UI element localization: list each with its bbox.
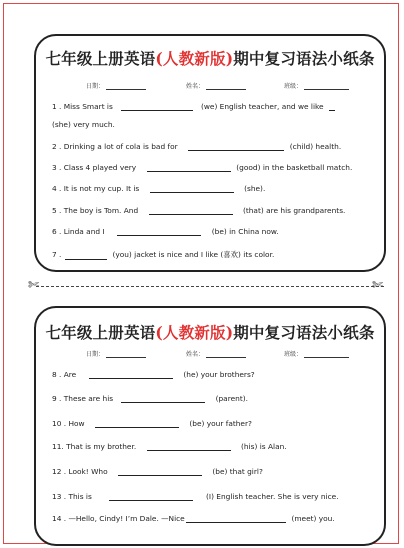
worksheet-page bbox=[3, 3, 399, 544]
card-title: 七年级上册英语(人教新版)期中复习语法小纸条 bbox=[45, 323, 375, 342]
name-field: 姓名： bbox=[186, 81, 246, 90]
question-9: 9 . These are his (parent). bbox=[52, 394, 248, 403]
answer-blank[interactable] bbox=[329, 102, 335, 111]
answer-blank[interactable] bbox=[150, 184, 234, 193]
question-14: 14 . —Hello, Cindy! I’m Dale. —Nice (meet) you. bbox=[52, 514, 335, 523]
class-field: 班级： bbox=[284, 349, 349, 358]
answer-blank[interactable] bbox=[117, 227, 201, 236]
question-11: 11. That is my brother. (his) is Alan. bbox=[52, 442, 287, 451]
question-2: 2 . Drinking a lot of cola is bad for (child) health. bbox=[52, 142, 342, 151]
scissors-icon: ✄ bbox=[28, 278, 39, 293]
answer-blank[interactable] bbox=[147, 163, 231, 172]
card-top bbox=[34, 34, 386, 272]
question-8: 8 . Are (he) your brothers? bbox=[52, 370, 255, 379]
date-field: 日期： bbox=[86, 349, 146, 358]
answer-blank[interactable] bbox=[89, 370, 173, 379]
answer-blank[interactable] bbox=[118, 467, 202, 476]
question-3: 3 . Class 4 played very (good) in the basketball match. bbox=[52, 163, 353, 172]
answer-blank[interactable] bbox=[149, 206, 233, 215]
answer-blank[interactable] bbox=[121, 394, 205, 403]
question-5: 5 . The boy is Tom. And (that) are his grandparents. bbox=[52, 206, 346, 215]
answer-blank[interactable] bbox=[186, 514, 286, 523]
question-1-cont: (she) very much. bbox=[52, 120, 115, 129]
cut-line bbox=[36, 286, 384, 287]
name-field: 姓名： bbox=[186, 349, 246, 358]
answer-blank[interactable] bbox=[65, 251, 107, 260]
question-13: 13 . This is (I) English teacher. She is very nice. bbox=[52, 492, 339, 501]
card-title: 七年级上册英语(人教新版)期中复习语法小纸条 bbox=[45, 49, 375, 68]
question-6: 6 . Linda and I (be) in China now. bbox=[52, 227, 279, 236]
scissors-icon: ✄ bbox=[372, 278, 383, 293]
answer-blank[interactable] bbox=[95, 419, 179, 428]
card-bottom bbox=[34, 306, 386, 546]
answer-blank[interactable] bbox=[188, 142, 284, 151]
answer-blank[interactable] bbox=[121, 102, 193, 111]
question-1: 1 . Miss Smart is (we) English teacher, and we like bbox=[52, 102, 374, 111]
question-10: 10 . How (be) your father? bbox=[52, 419, 252, 428]
question-7: 7 . (you) jacket is nice and I like (喜欢) its color. bbox=[52, 250, 275, 259]
question-4: 4 . It is not my cup. It is (she). bbox=[52, 184, 266, 193]
date-field: 日期： bbox=[86, 81, 146, 90]
answer-blank[interactable] bbox=[147, 442, 231, 451]
answer-blank[interactable] bbox=[109, 492, 193, 501]
question-12: 12 . Look! Who (be) that girl? bbox=[52, 467, 263, 476]
class-field: 班级： bbox=[284, 81, 349, 90]
